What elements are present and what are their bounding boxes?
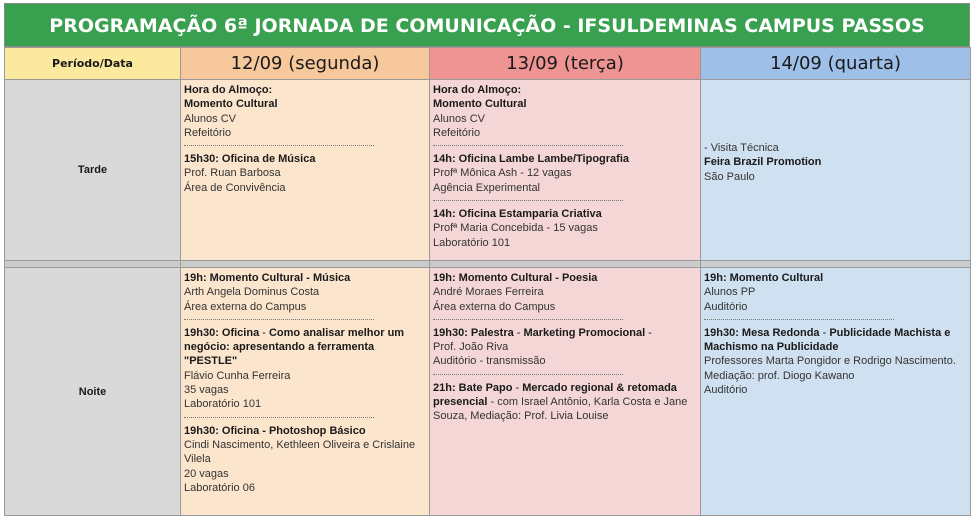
event-location: São Paulo	[704, 170, 755, 183]
event-detail: 35 vagas	[184, 384, 229, 397]
event-topic: Como analisar melhor um negócio: apresentando a ferramenta "PESTLE"	[184, 326, 405, 368]
event-detail: Profª Maria Concebida - 15 vagas	[433, 222, 598, 235]
event-time: 19h30: Oficina	[184, 326, 260, 339]
event-location: Refeitório	[433, 126, 481, 139]
header-period-date: Período/Data	[5, 48, 181, 80]
cell-noite-day3	[701, 268, 971, 516]
event-label: Hora do Almoço:	[433, 84, 522, 96]
event-title: 19h: Momento Cultural - Música	[184, 272, 351, 284]
event-detail: Alunos CV	[184, 112, 236, 125]
cell-tarde-day3	[701, 80, 971, 261]
event-location: Agência Experimental	[433, 181, 541, 194]
event-label: - Visita Técnica	[704, 142, 779, 155]
event-topic: Marketing Promocional	[523, 326, 646, 339]
cell-tarde-day1	[181, 80, 430, 261]
cell-noite-day2	[430, 268, 701, 516]
event-location: Auditório - transmissão	[433, 355, 546, 368]
event-title: 19h30: Mesa Redonda - Publicidade Machista e Machismo na Publicidade	[704, 326, 951, 354]
event-detail: Flávio Cunha Ferreira	[184, 369, 291, 382]
divider	[433, 145, 623, 146]
event-title: Feira Brazil Promotion	[704, 156, 822, 169]
divider	[184, 319, 374, 320]
event-title: 21h: Bate Papo - Mercado regional & retomada presencial - com Israel Antônio, Karla Costa e Jane Souza, Mediação: Prof. Livia Louise	[433, 381, 688, 423]
event-title: 19h: Momento Cultural	[704, 272, 824, 284]
header-day-2: 13/09 (terça)	[430, 48, 701, 80]
event-time: 19h30: Mesa Redonda	[704, 326, 820, 339]
row-tarde	[5, 80, 971, 261]
event-detail: Prof. Ruan Barbosa	[184, 167, 281, 180]
divider	[184, 145, 374, 146]
event-location: Área de Convivência	[184, 181, 286, 194]
event-title: 19h30: Oficina - Photoshop Básico	[184, 424, 366, 437]
divider	[433, 319, 623, 320]
cell-tarde-day2	[430, 80, 701, 261]
event-topic: Mercado regional & retomada presencial	[433, 381, 677, 409]
event-detail: Alunos CV	[433, 112, 485, 125]
period-noite: Noite	[5, 268, 181, 516]
event-title: 19h: Momento Cultural - Poesia	[433, 272, 598, 284]
event-detail: Professores Marta Pongidor e Rodrigo Nascimento. Mediação: prof. Diogo Kawano	[704, 355, 956, 382]
schedule-table	[4, 47, 971, 516]
event-detail: André Moraes Ferreira	[433, 286, 544, 299]
event-detail: - com Israel Antônio, Karla Costa e Jane Souza, Mediação: Prof. Livia Louise	[433, 396, 688, 423]
event-title: 14h: Oficina Estamparia Criativa	[433, 208, 602, 221]
page-title: PROGRAMAÇÃO 6ª JORNADA DE COMUNICAÇÃO - IFSULDEMINAS CAMPUS PASSOS	[4, 3, 970, 47]
header-day-3: 14/09 (quarta)	[701, 48, 971, 80]
event-location: Auditório	[704, 300, 748, 313]
event-detail: Arth Angela Dominus Costa	[184, 286, 320, 299]
event-time: 19h30: Palestra	[433, 326, 514, 339]
event-detail: 20 vagas	[184, 467, 229, 480]
event-title: Momento Cultural	[433, 98, 527, 111]
header-row	[5, 48, 971, 80]
event-location: Área externa do Campus	[184, 300, 307, 313]
event-location: Área externa do Campus	[433, 300, 556, 313]
event-label: Hora do Almoço:	[184, 84, 273, 96]
event-time: 21h: Bate Papo	[433, 381, 513, 394]
event-topic: Publicidade Machista e Machismo na Publicidade	[704, 326, 951, 354]
divider	[433, 200, 623, 201]
event-title: 19h30: Oficina - Como analisar melhor um negócio: apresentando a ferramenta "PESTLE"	[184, 326, 405, 368]
event-detail: Cindi Nascimento, Kethleen Oliveira e Crislaine Vilela	[184, 438, 416, 466]
event-title: 19h30: Palestra - Marketing Promocional -	[433, 326, 652, 339]
event-location: Refeitório	[184, 126, 232, 139]
event-title: 15h30: Oficina de Música	[184, 153, 316, 166]
event-location: Laboratório 101	[433, 236, 511, 249]
event-detail: Prof. João Riva	[433, 341, 509, 354]
event-title: Momento Cultural	[184, 98, 278, 111]
divider	[184, 417, 374, 418]
row-noite	[5, 268, 971, 516]
event-detail: Profª Mônica Ash - 12 vagas	[433, 167, 572, 180]
cell-noite-day1	[181, 268, 430, 516]
divider	[433, 374, 623, 375]
event-location: Laboratório 101	[184, 398, 262, 411]
event-detail: Alunos PP	[704, 286, 756, 299]
row-separator	[5, 261, 971, 268]
event-location: Laboratório 06	[184, 481, 255, 494]
period-tarde: Tarde	[5, 80, 181, 261]
event-location: Auditório	[704, 384, 748, 397]
event-title: 14h: Oficina Lambe Lambe/Tipografia	[433, 153, 630, 166]
divider	[704, 319, 894, 320]
header-day-1: 12/09 (segunda)	[181, 48, 430, 80]
